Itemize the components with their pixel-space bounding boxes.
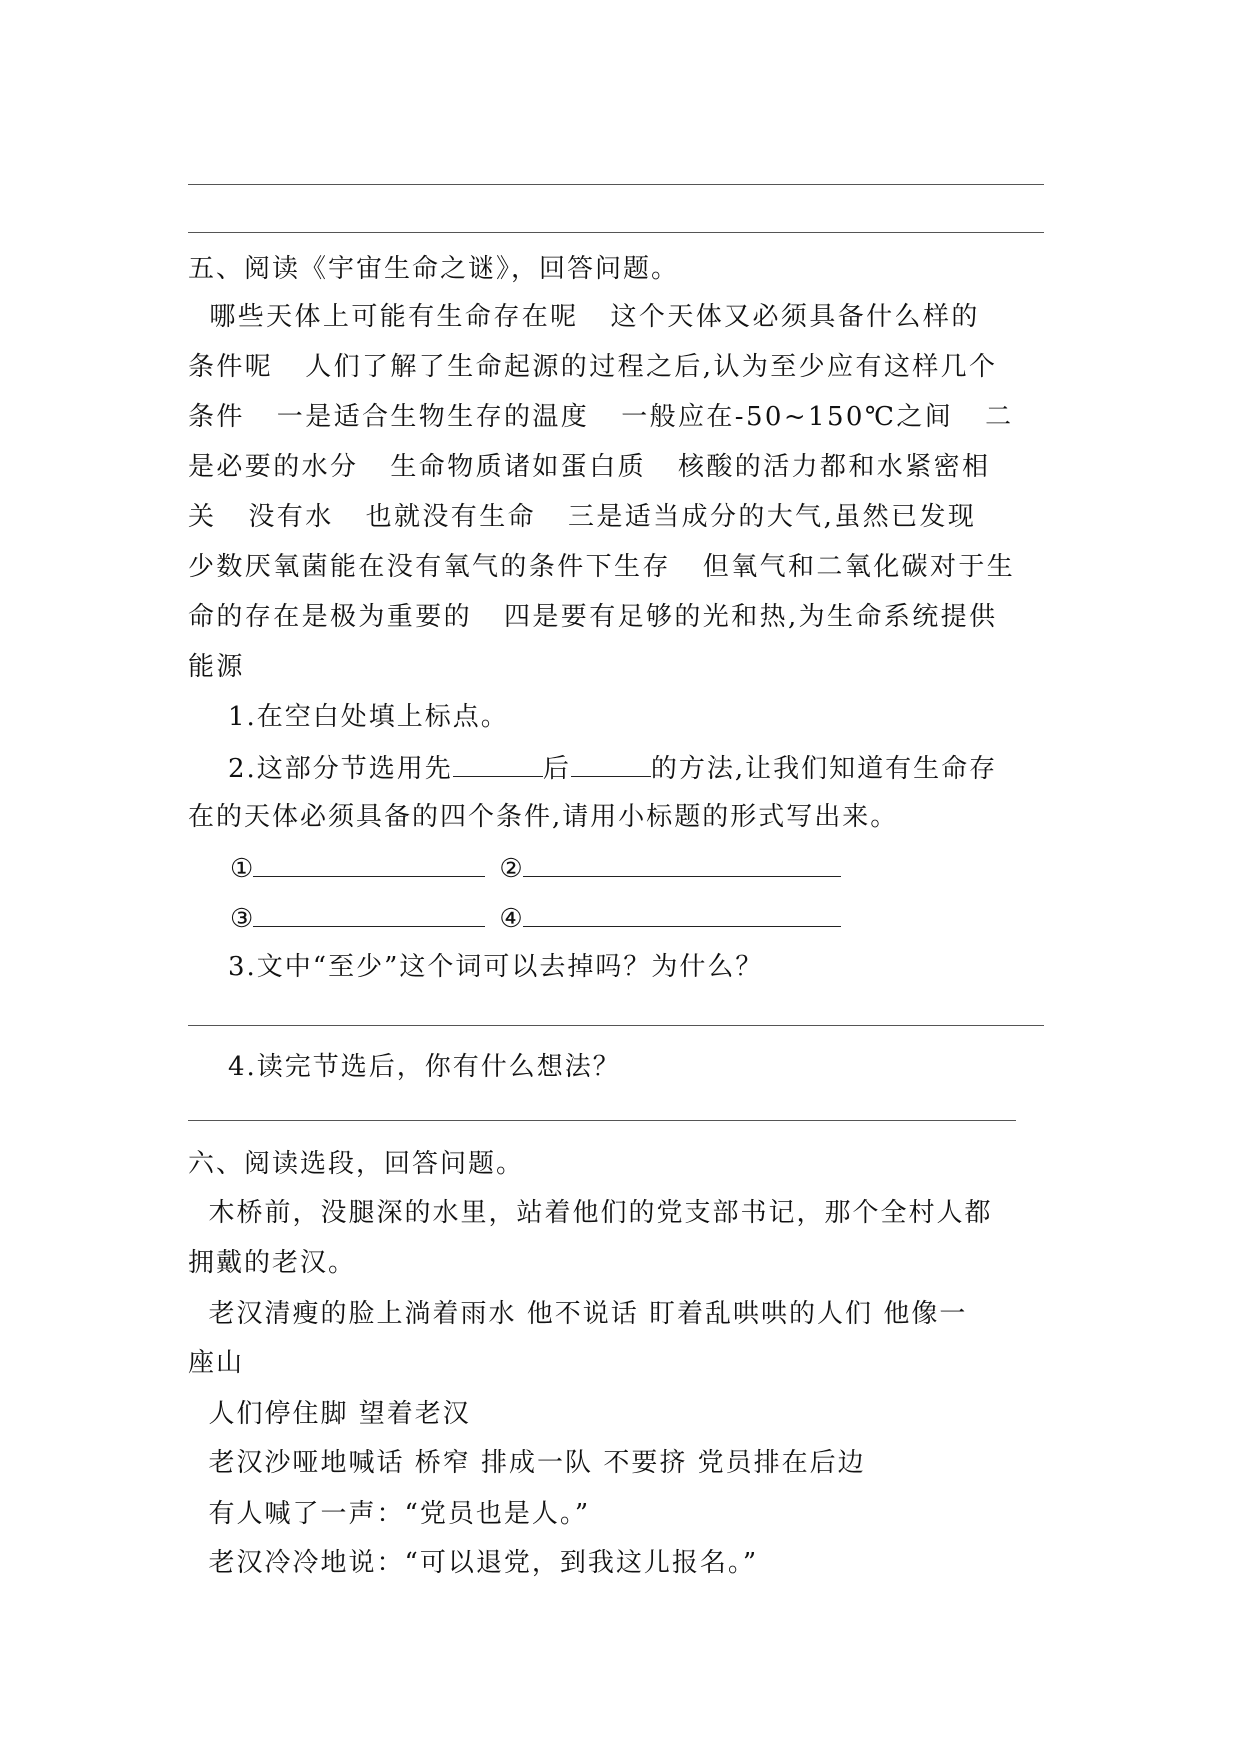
answer-line[interactable] [188,184,1044,185]
circle-number: ④ [499,904,523,934]
passage-line: 老汉清瘦的脸上淌着雨水 他不说话 盯着乱哄哄的人们 他像一 [188,1299,968,1329]
passage-line: 关 没有水 也就没有生命 三是适当成分的大气,虽然已发现 [188,502,977,532]
question-2-line2: 在的天体必须具备的四个条件,请用小标题的形式写出来。 [188,802,899,832]
blank-field[interactable] [253,900,485,927]
question-2-text: 的方法,让我们知道有生命存 [650,754,998,784]
passage-line: 木桥前，没腿深的水里，站着他们的党支部书记，那个全村人都 [188,1198,993,1228]
question-1: 1.在空白处填上标点。 [228,702,509,732]
blank-field[interactable] [523,850,841,877]
passage-line: 条件 一是适合生物生存的温度 一般应在-50~150℃之间 二 [188,402,1014,432]
question-4: 4.读完节选后，你有什么想法？ [228,1052,621,1082]
circle-number: ③ [230,904,254,934]
passage-line: 能源 [188,652,245,682]
passage-line: 老汉冷冷地说：“可以退党，到我这儿报名。” [188,1548,759,1578]
answer-line[interactable] [188,232,1044,233]
answer-line[interactable] [188,1025,1044,1026]
blank-field[interactable] [453,750,543,777]
passage-line: 拥戴的老汉。 [188,1248,357,1278]
blank-field[interactable] [571,750,651,777]
answer-row [230,850,841,886]
question-2 [228,750,997,786]
passage-line: 座山 [188,1348,245,1378]
question-2-text: 2.这部分节选用先 [228,754,453,784]
passage-line: 命的存在是极为重要的 四是要有足够的光和热,为生命系统提供 [188,602,998,632]
answer-line[interactable] [188,1120,1016,1121]
passage-line: 人们停住脚 望着老汉 [188,1399,471,1429]
circle-number: ② [499,854,523,884]
passage-line: 老汉沙哑地喊话 桥窄 排成一队 不要挤 党员排在后边 [188,1448,866,1478]
section5-title: 五、阅读《宇宙生命之谜》，回答问题。 [188,254,680,284]
circle-number: ① [230,854,254,884]
blank-field[interactable] [253,850,485,877]
answer-row [230,900,841,936]
question-2-text: 后 [542,754,571,784]
blank-field[interactable] [523,900,841,927]
passage-line: 少数厌氧菌能在没有氧气的条件下生存 但氧气和二氧化碳对于生 [188,552,1016,582]
passage-line: 是必要的水分 生命物质诸如蛋白质 核酸的活力都和水紧密相 [188,452,991,482]
passage-line: 有人喊了一声：“党员也是人。” [188,1499,591,1529]
section6-title: 六、阅读选段，回答问题。 [188,1149,525,1179]
passage-line: 条件呢 人们了解了生命起源的过程之后,认为至少应有这样几个 [188,352,998,382]
passage-line: 哪些天体上可能有生命存在呢 这个天体又必须具备什么样的 [188,302,980,332]
question-3: 3.文中“至少”这个词可以去掉吗？为什么？ [228,952,764,982]
